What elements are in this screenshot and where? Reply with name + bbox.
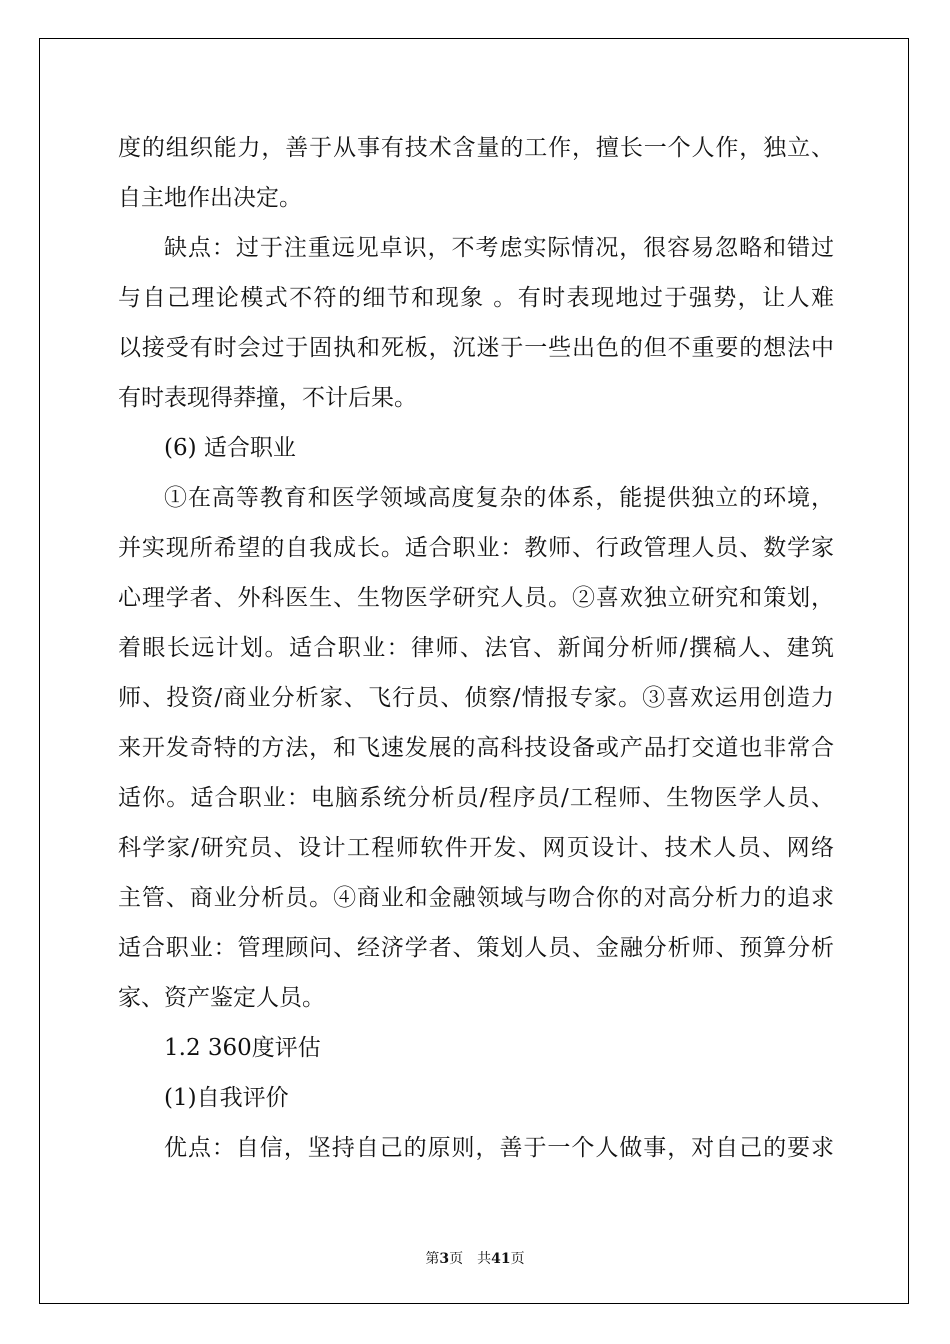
- text-line: 适合职业：管理顾问、经济学者、策划人员、金融分析师、预算分析: [118, 935, 834, 961]
- text-line: 家、资产鉴定人员。: [118, 985, 325, 1011]
- text-line: 度的组织能力，善于从事有技术含量的工作，擅长一个人作，独立、: [118, 135, 834, 161]
- page-footer: [0, 1248, 950, 1268]
- text-line: ①在高等教育和医学领域高度复杂的体系，能提供独立的环境，: [164, 485, 834, 511]
- text-line: 1.2 360度评估: [164, 1035, 321, 1061]
- text-line: 心理学者、外科医生、生物医学研究人员。②喜欢独立研究和策划，: [118, 585, 834, 611]
- text-line: (6) 适合职业: [164, 435, 296, 461]
- text-line: 着眼长远计划。适合职业：律师、法官、新闻分析师/撰稿人、建筑: [118, 635, 834, 661]
- text-line: 以接受有时会过于固执和死板，沉迷于一些出色的但不重要的想法中: [118, 335, 834, 361]
- footer-page-number: 3: [439, 1251, 450, 1267]
- text-line: 缺点：过于注重远见卓识，不考虑实际情况，很容易忽略和错过: [164, 235, 834, 261]
- footer-total-pages: 41: [491, 1251, 511, 1267]
- text-line: 与自己理论模式不符的细节和现象 。有时表现地过于强势，让人难: [118, 285, 834, 311]
- text-line: 科学家/研究员、设计工程师软件开发、网页设计、技术人员、网络: [118, 835, 834, 861]
- text-line: 来开发奇特的方法，和飞速发展的高科技设备或产品打交道也非常合: [118, 735, 834, 761]
- footer-prefix: 第: [425, 1251, 440, 1267]
- page-border: [39, 38, 909, 1304]
- text-line: 优点：自信，坚持自己的原则，善于一个人做事，对自己的要求: [164, 1135, 834, 1161]
- text-line: 师、投资/商业分析家、飞行员、侦察/情报专家。③喜欢运用创造力: [118, 685, 834, 711]
- text-line: 并实现所希望的自我成长。适合职业：教师、行政管理人员、数学家: [118, 535, 834, 561]
- text-line: 主管、商业分析员。④商业和金融领域与吻合你的对高分析力的追求: [118, 885, 834, 911]
- text-line: 有时表现得莽撞，不计后果。: [118, 385, 417, 411]
- text-line: (1)自我评价: [164, 1085, 289, 1111]
- footer-total-suffix: 页: [510, 1251, 525, 1267]
- text-line: 适你。适合职业：电脑系统分析员/程序员/工程师、生物医学人员、: [118, 785, 834, 811]
- footer-total-prefix: 共: [477, 1251, 492, 1267]
- footer-page-suffix: 页: [449, 1251, 464, 1267]
- text-line: 自主地作出决定。: [118, 185, 302, 211]
